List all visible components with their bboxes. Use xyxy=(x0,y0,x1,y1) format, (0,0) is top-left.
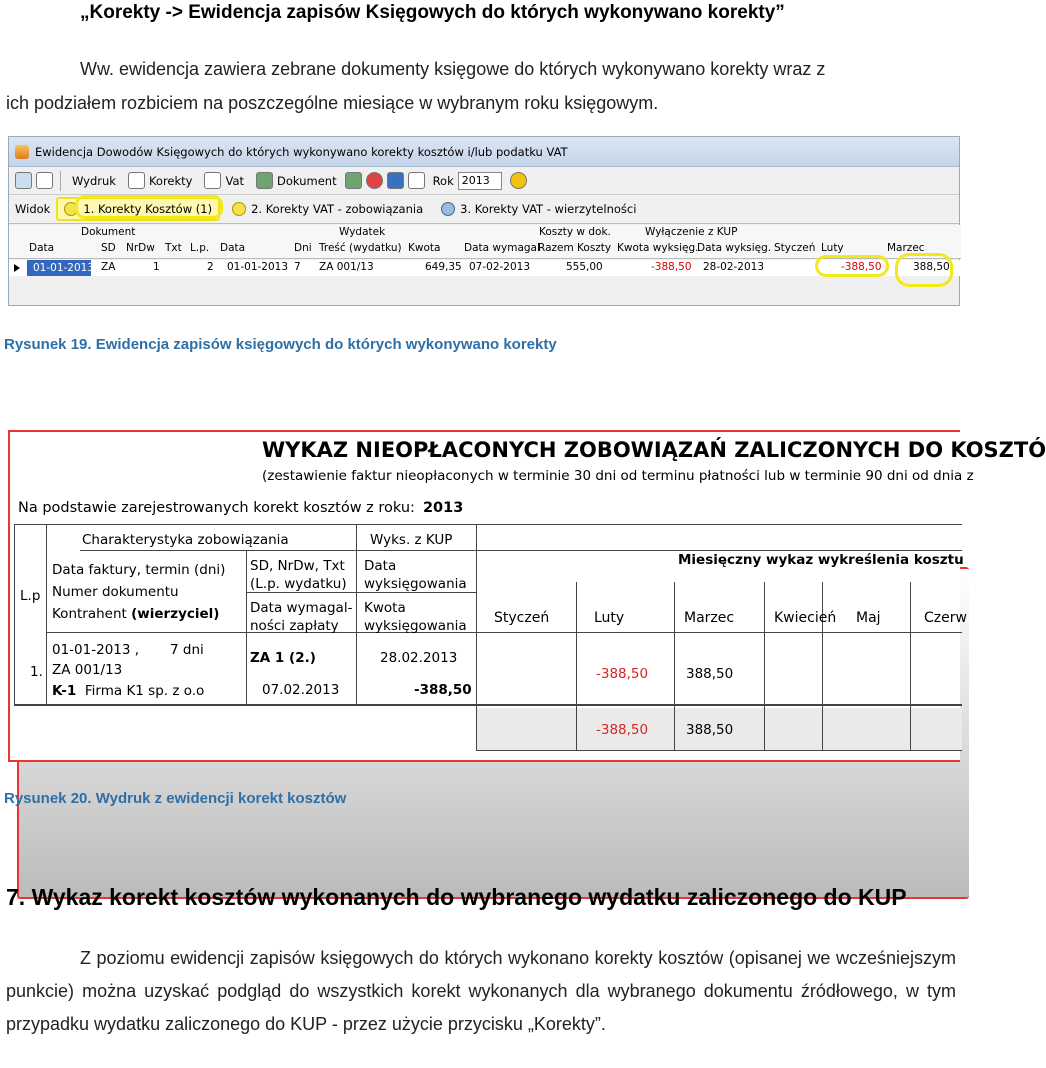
cell-days[interactable]: 7 xyxy=(294,261,301,273)
tab-number-icon xyxy=(441,202,455,216)
sum-feb-value: -388,50 xyxy=(596,722,649,738)
group-expense: Wydatek xyxy=(339,226,386,238)
highlight-mar-marker xyxy=(895,253,953,287)
cell-nrdw[interactable]: 1 xyxy=(153,261,160,273)
back-icon[interactable] xyxy=(15,172,32,189)
row-mar-value: 388,50 xyxy=(686,666,734,682)
row-contractor: K-1 Firma K1 sp. z o.o xyxy=(52,683,205,699)
printout-subtitle: (zestawienie faktur nieopłaconych w terminie 30 dni od terminu płatności lub w terminie 90 dni od dnia z xyxy=(262,468,974,484)
header-lp: L.p xyxy=(20,588,41,604)
grid-icon xyxy=(256,172,273,189)
tab-number-icon xyxy=(232,202,246,216)
header-monthly: Miesięczny wykaz wykreślenia kosztu xyxy=(678,552,964,568)
cell-amount[interactable]: 649,35 xyxy=(425,261,462,273)
tab-vat-liabilities[interactable]: 2. Korekty VAT - zobowiązania xyxy=(226,199,429,219)
printout-image xyxy=(8,430,1046,762)
highlight-feb-marker xyxy=(815,255,889,277)
month-jun: Czerw xyxy=(924,610,967,626)
cell-sd[interactable]: ZA xyxy=(101,261,116,273)
header-wdate-1: Data xyxy=(364,558,397,574)
cell-feb[interactable]: -388,50 xyxy=(841,261,882,273)
section-heading: „Korekty -> Ewidencja zapisów Księgowych do których wykonywano korekty” xyxy=(80,2,785,23)
row-wdate: 28.02.2013 xyxy=(380,650,458,666)
tab-vat-receivables[interactable]: 3. Korekty VAT - wierzytelności xyxy=(435,199,642,219)
vat-button[interactable]: Vat xyxy=(200,170,248,191)
cell-date[interactable]: 01-01-2013 xyxy=(27,260,91,276)
document-icon[interactable] xyxy=(36,172,53,189)
row-days: 7 dni xyxy=(170,642,204,658)
group-costs: Koszty w dok. xyxy=(539,226,611,238)
view-menu[interactable]: Widok xyxy=(15,202,51,216)
col-feb[interactable]: Luty xyxy=(821,242,844,254)
intro-line-2: ich podziałem rozbiciem na poszczególne miesiące w wybranym roku księgowym. xyxy=(6,93,659,113)
col-mar[interactable]: Marzec xyxy=(887,242,925,254)
figure-caption-20: Rysunek 20. Wydruk z ewidencji korekt kosztów xyxy=(4,790,347,807)
print-button[interactable]: Wydruk xyxy=(68,172,120,190)
group-document: Dokument xyxy=(81,226,136,238)
row-due: 07.02.2013 xyxy=(262,682,340,698)
header-wdate-2: wyksięgowania xyxy=(364,576,467,592)
cell-content[interactable]: ZA 001/13 xyxy=(319,261,374,273)
col-days[interactable]: Dni xyxy=(294,242,312,254)
row-doc: ZA 001/13 xyxy=(52,662,123,678)
col-due[interactable]: Data wymagal xyxy=(464,242,540,254)
corrections-button[interactable]: Korekty xyxy=(124,170,197,191)
cell-lp[interactable]: 2 xyxy=(207,261,214,273)
group-exclusion: Wyłączenie z KUP xyxy=(645,226,738,238)
cell-date-written[interactable]: 28-02-2013 xyxy=(703,261,765,273)
grid-header xyxy=(9,225,961,259)
col-jan[interactable]: Styczeń xyxy=(774,242,816,254)
col-amount-written[interactable]: Kwota wyksięg. xyxy=(617,242,699,254)
blue-square-icon[interactable] xyxy=(387,172,404,189)
header-sd-1: SD, NrDw, Txt xyxy=(250,558,345,574)
header-due-2: ności zapłaty xyxy=(250,618,339,634)
app-icon xyxy=(15,145,29,159)
year-selector: Rok 2013 xyxy=(429,170,506,192)
month-jan: Styczeń xyxy=(494,610,550,626)
header-contractor: Kontrahent (wierzyciel) xyxy=(52,606,220,622)
month-feb: Luty xyxy=(594,610,625,626)
header-kup: Wyks. z KUP xyxy=(370,532,453,548)
calendar-icon[interactable] xyxy=(408,172,425,189)
grid-icon[interactable] xyxy=(345,172,362,189)
month-apr: Kwiecień xyxy=(774,610,837,626)
tab-cost-corrections[interactable]: 1. Korekty Kosztów (1) xyxy=(56,197,220,221)
app-window-screenshot xyxy=(8,136,960,306)
cell-total-costs[interactable]: 555,00 xyxy=(566,261,603,273)
year-input[interactable]: 2013 xyxy=(458,172,502,190)
window-titlebar xyxy=(9,137,959,167)
col-date-written[interactable]: Data wyksięg. xyxy=(697,242,772,254)
sum-mar-value: 388,50 xyxy=(686,722,734,738)
col-sd[interactable]: SD xyxy=(101,242,116,254)
col-date2[interactable]: Data xyxy=(220,242,246,254)
row-pointer-icon xyxy=(14,264,20,272)
window-title: Ewidencja Dowodów Księgowych do których wykonywano korekty kosztów i/lub podatku VAT xyxy=(35,144,568,159)
intro-paragraph xyxy=(6,52,956,120)
intro-line-1: Ww. ewidencja zawiera zebrane dokumenty księgowe do których wykonywano korekty wraz z xyxy=(80,59,826,79)
header-wamt-2: wyksięgowania xyxy=(364,618,467,634)
col-total-costs[interactable]: Razem Koszty xyxy=(538,242,612,254)
figure-caption-19: Rysunek 19. Ewidencja zapisów księgowych do których wykonywano korekty xyxy=(4,336,557,353)
header-sd-2: (L.p. wydatku) xyxy=(250,576,347,592)
body-paragraph: Z poziomu ewidencji zapisów księgowych do których wykonano korekty kosztów (opisanej we wcześniejszym punkcie) można uzyskać podgląd do wszystkich korekt wykonanych dla wybranego dokumentu źródłowego, w tym przypadku wydatku zaliczonego do KUP - przez użycie przycisku „Korekty”. xyxy=(6,948,956,1034)
cell-due[interactable]: 07-02-2013 xyxy=(469,261,531,273)
header-wamt-1: Kwota xyxy=(364,600,406,616)
row-sd: ZA 1 (2.) xyxy=(250,650,316,666)
col-lp[interactable]: L.p. xyxy=(190,242,210,254)
cell-amount-written[interactable]: -388,50 xyxy=(651,261,692,273)
month-may: Maj xyxy=(856,610,881,626)
row-wamt: -388,50 xyxy=(414,682,472,698)
header-characteristics: Charakterystyka zobowiązania xyxy=(82,532,289,548)
col-amount[interactable]: Kwota xyxy=(408,242,441,254)
header-due-1: Data wymagal- xyxy=(250,600,353,616)
col-date[interactable]: Data xyxy=(29,242,55,254)
row-date: 01-01-2013 , xyxy=(52,642,140,658)
highlight-tab-marker xyxy=(75,195,223,219)
month-mar: Marzec xyxy=(684,610,735,626)
row-feb-value: -388,50 xyxy=(596,666,649,682)
red-dot-icon[interactable] xyxy=(366,172,383,189)
col-txt[interactable]: Txt xyxy=(165,242,182,254)
col-nrdw[interactable]: NrDw xyxy=(126,242,155,254)
document-button[interactable]: Dokument xyxy=(252,170,341,191)
row-lp: 1. xyxy=(30,664,43,680)
section-heading-7: 7. Wykaz korekt kosztów wykonanych do wybranego wydatku zaliczonego do KUP xyxy=(6,884,907,910)
printout-base-line: Na podstawie zarejestrowanych korekt kosztów z roku: 2013 xyxy=(18,500,464,516)
wand-icon[interactable] xyxy=(510,172,527,189)
cell-mar[interactable]: 388,50 xyxy=(913,261,950,273)
printout-title: WYKAZ NIEOPŁACONYCH ZOBOWIĄZAŃ ZALICZONYCH DO KOSZTÓ xyxy=(262,438,1046,462)
check-icon xyxy=(204,172,221,189)
cell-date2[interactable]: 01-01-2013 xyxy=(227,261,289,273)
header-doc-number: Numer dokumentu xyxy=(52,584,179,600)
main-toolbar xyxy=(9,167,959,195)
document-icon xyxy=(128,172,145,189)
header-invoice-date: Data faktury, termin (dni) xyxy=(52,562,226,578)
col-content[interactable]: Treść (wydatku) xyxy=(319,242,402,254)
